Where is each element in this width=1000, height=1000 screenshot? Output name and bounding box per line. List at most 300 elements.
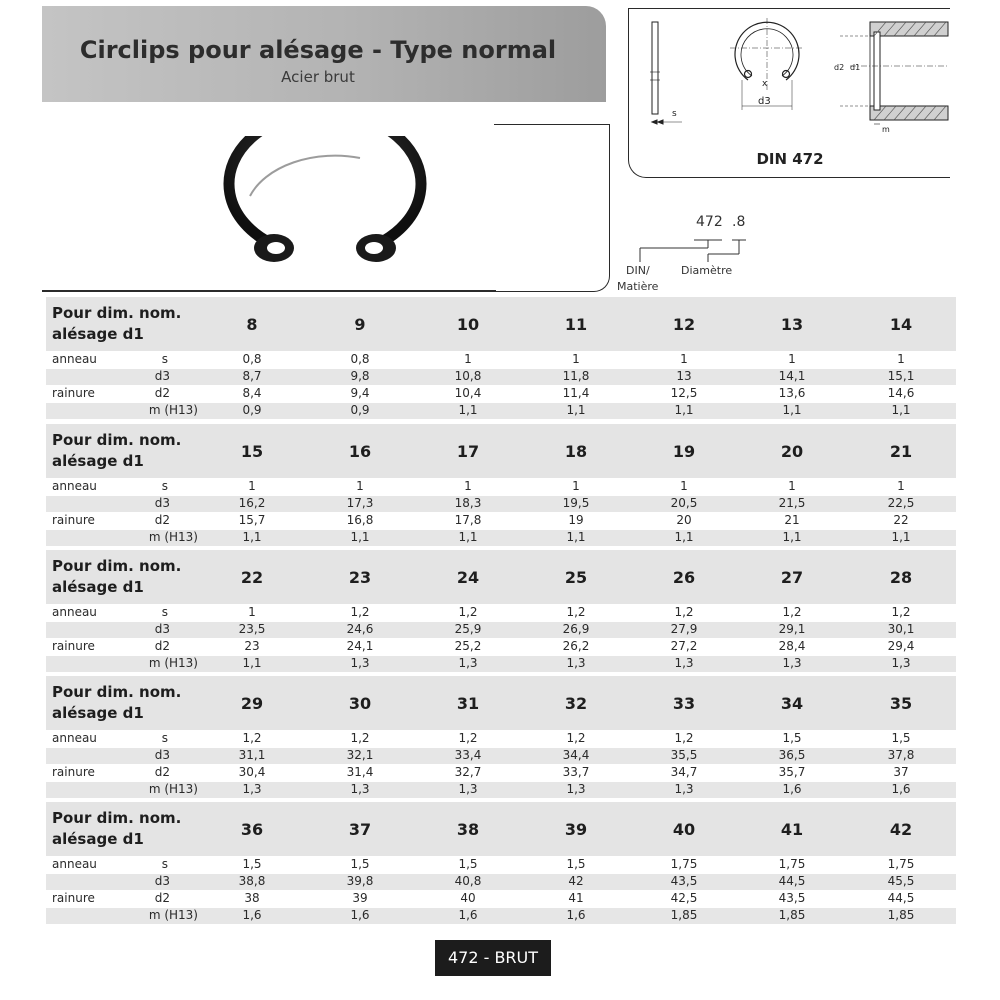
table-cell: 24,1 [306, 638, 414, 655]
row-symbol [110, 764, 198, 781]
header-label-line1: Pour dim. nom. [52, 304, 182, 322]
label-s: s [672, 109, 677, 119]
row-symbol-text: m (H13) [148, 656, 198, 670]
header-label [46, 424, 198, 478]
row-category: rainure [46, 385, 110, 402]
table-cell: 30,1 [846, 621, 956, 638]
nominal-diameter: 28 [846, 550, 956, 604]
table-cell: 29,4 [846, 638, 956, 655]
table-cell: 1,3 [738, 655, 846, 672]
nominal-diameter: 17 [414, 424, 522, 478]
technical-drawing [630, 10, 950, 140]
table-cell: 1,1 [630, 402, 738, 419]
circlip-photo [210, 136, 440, 286]
table-cell: 42,5 [630, 890, 738, 907]
nominal-diameter: 32 [522, 676, 630, 730]
row-symbol [110, 638, 198, 655]
table-cell: 25,9 [414, 621, 522, 638]
table-cell: 44,5 [846, 890, 956, 907]
dimension-table [46, 676, 956, 799]
table-cell: 1 [846, 351, 956, 368]
table-row-d2 [46, 385, 956, 402]
row-symbol [110, 621, 198, 638]
table-cell: 23,5 [198, 621, 306, 638]
table-cell: 26,9 [522, 621, 630, 638]
table-cell: 1,6 [198, 907, 306, 924]
table-cell: 8,7 [198, 368, 306, 385]
table-cell: 1,6 [522, 907, 630, 924]
table-header-row [46, 550, 956, 604]
row-category [46, 873, 110, 890]
row-category: rainure [46, 764, 110, 781]
row-symbol-text: d3 [154, 496, 170, 510]
table-cell: 1,1 [414, 529, 522, 546]
table-cell: 22,5 [846, 495, 956, 512]
nominal-diameter: 42 [846, 802, 956, 856]
table-cell: 28,4 [738, 638, 846, 655]
row-symbol [110, 604, 198, 621]
row-category [46, 495, 110, 512]
nominal-diameter: 9 [306, 297, 414, 351]
table-cell: 9,8 [306, 368, 414, 385]
groove-hatch [874, 22, 946, 120]
header-label-line2: alésage d1 [52, 578, 144, 596]
table-cell: 19,5 [522, 495, 630, 512]
table-header-row [46, 802, 956, 856]
nominal-diameter: 37 [306, 802, 414, 856]
table-cell: 1,1 [522, 402, 630, 419]
nominal-diameter: 39 [522, 802, 630, 856]
row-category: anneau [46, 604, 110, 621]
table-cell: 15,1 [846, 368, 956, 385]
table-cell: 18,3 [414, 495, 522, 512]
header-label-line1: Pour dim. nom. [52, 557, 182, 575]
table-cell: 25,2 [414, 638, 522, 655]
nominal-diameter: 15 [198, 424, 306, 478]
table-header-row [46, 297, 956, 351]
table-cell: 27,2 [630, 638, 738, 655]
row-symbol [110, 730, 198, 747]
table-cell: 1,1 [414, 402, 522, 419]
label-d1: d1 [850, 63, 861, 72]
table-row-s [46, 478, 956, 495]
row-category [46, 907, 110, 924]
designation-code: 472 [696, 214, 723, 230]
row-category [46, 781, 110, 798]
nominal-diameter: 20 [738, 424, 846, 478]
nominal-diameter: 27 [738, 550, 846, 604]
row-symbol [110, 478, 198, 495]
table-cell: 1,2 [630, 604, 738, 621]
footer-tag: 472 - BRUT [435, 940, 551, 976]
header-label-line2: alésage d1 [52, 830, 144, 848]
table-cell: 35,7 [738, 764, 846, 781]
table-cell: 1,85 [630, 907, 738, 924]
table-cell: 24,6 [306, 621, 414, 638]
header-label-line1: Pour dim. nom. [52, 431, 182, 449]
table-row-d2 [46, 890, 956, 907]
nominal-diameter: 31 [414, 676, 522, 730]
table-cell: 8,4 [198, 385, 306, 402]
table-cell: 1,1 [738, 529, 846, 546]
table-row-d3 [46, 368, 956, 385]
nominal-diameter: 8 [198, 297, 306, 351]
table-cell: 1,2 [414, 604, 522, 621]
title-banner [42, 6, 606, 102]
row-symbol-text: s [161, 856, 168, 871]
table-cell: 31,4 [306, 764, 414, 781]
page-subtitle: Acier brut [281, 68, 355, 86]
nominal-diameter: 14 [846, 297, 956, 351]
table-cell: 45,5 [846, 873, 956, 890]
table-cell: 1 [846, 478, 956, 495]
table-cell: 30,4 [198, 764, 306, 781]
row-category: rainure [46, 638, 110, 655]
table-cell: 11,4 [522, 385, 630, 402]
designation-din-label: DIN/ [626, 264, 650, 277]
label-x: x [762, 79, 768, 89]
row-symbol-text: m (H13) [148, 530, 198, 544]
din-standard-label: DIN 472 [756, 150, 824, 168]
table-cell: 37 [846, 764, 956, 781]
row-symbol-text: s [161, 351, 168, 366]
table-cell: 29,1 [738, 621, 846, 638]
label-d3: d3 [758, 96, 771, 107]
table-row-m [46, 781, 956, 798]
table-cell: 31,1 [198, 747, 306, 764]
photo-frame-bottom [42, 290, 496, 292]
table-cell: 1,3 [630, 781, 738, 798]
nominal-diameter: 34 [738, 676, 846, 730]
table-cell: 10,8 [414, 368, 522, 385]
header-label-line1: Pour dim. nom. [52, 683, 182, 701]
table-cell: 1 [522, 351, 630, 368]
table-cell: 23 [198, 638, 306, 655]
table-cell: 1,2 [306, 730, 414, 747]
table-row-d3 [46, 495, 956, 512]
table-cell: 34,7 [630, 764, 738, 781]
row-symbol-text: m (H13) [148, 782, 198, 796]
table-cell: 9,4 [306, 385, 414, 402]
row-category [46, 368, 110, 385]
row-symbol-text: d3 [154, 874, 170, 888]
table-cell: 36,5 [738, 747, 846, 764]
dimension-table [46, 424, 956, 547]
table-cell: 39,8 [306, 873, 414, 890]
table-cell: 1,1 [738, 402, 846, 419]
header-label [46, 802, 198, 856]
row-category: anneau [46, 478, 110, 495]
table-cell: 26,2 [522, 638, 630, 655]
row-symbol-text: d2 [154, 386, 170, 400]
table-cell: 16,2 [198, 495, 306, 512]
table-cell: 1,5 [522, 856, 630, 873]
nominal-diameter: 41 [738, 802, 846, 856]
photo-frame [494, 124, 610, 292]
table-cell: 12,5 [630, 385, 738, 402]
table-cell: 1,3 [522, 781, 630, 798]
row-symbol-text: s [161, 478, 168, 493]
row-symbol [110, 781, 198, 798]
row-symbol-text: d2 [154, 765, 170, 779]
designation-matiere-label: Matière [617, 280, 659, 293]
table-cell: 34,4 [522, 747, 630, 764]
row-symbol-text: m (H13) [148, 908, 198, 922]
nominal-diameter: 18 [522, 424, 630, 478]
table-cell: 1,3 [414, 781, 522, 798]
table-cell: 1 [522, 478, 630, 495]
table-cell: 1,6 [738, 781, 846, 798]
table-cell: 20 [630, 512, 738, 529]
row-category [46, 747, 110, 764]
table-row-m [46, 907, 956, 924]
table-cell: 0,8 [306, 351, 414, 368]
table-row-d3 [46, 747, 956, 764]
table-cell: 16,8 [306, 512, 414, 529]
header-label-line2: alésage d1 [52, 452, 144, 470]
table-row-d3 [46, 873, 956, 890]
header-label-line2: alésage d1 [52, 325, 144, 343]
table-cell: 0,9 [198, 402, 306, 419]
row-symbol-text: d2 [154, 639, 170, 653]
label-d2: d2 [834, 63, 845, 72]
table-cell: 1,1 [846, 402, 956, 419]
header-label [46, 676, 198, 730]
table-row-s [46, 730, 956, 747]
table-cell: 21 [738, 512, 846, 529]
label-m: m [882, 125, 890, 134]
table-header-row [46, 424, 956, 478]
table-cell: 1,2 [198, 730, 306, 747]
row-symbol [110, 385, 198, 402]
designation-suffix: .8 [732, 214, 746, 230]
table-cell: 17,8 [414, 512, 522, 529]
table-cell: 14,6 [846, 385, 956, 402]
row-symbol [110, 890, 198, 907]
table-cell: 1,5 [306, 856, 414, 873]
row-symbol [110, 512, 198, 529]
row-symbol [110, 351, 198, 368]
table-cell: 1,2 [414, 730, 522, 747]
table-cell: 32,7 [414, 764, 522, 781]
table-cell: 0,8 [198, 351, 306, 368]
table-header-row [46, 676, 956, 730]
table-cell: 1 [414, 351, 522, 368]
table-cell: 10,4 [414, 385, 522, 402]
table-cell: 1,3 [306, 781, 414, 798]
table-cell: 1,3 [306, 655, 414, 672]
row-symbol [110, 368, 198, 385]
table-cell: 1,2 [522, 604, 630, 621]
nominal-diameter: 25 [522, 550, 630, 604]
nominal-diameter: 29 [198, 676, 306, 730]
table-cell: 1,5 [738, 730, 846, 747]
table-cell: 1,85 [846, 907, 956, 924]
nominal-diameter: 24 [414, 550, 522, 604]
table-cell: 1,5 [198, 856, 306, 873]
nominal-diameter: 11 [522, 297, 630, 351]
row-category [46, 402, 110, 419]
row-category: anneau [46, 856, 110, 873]
row-symbol [110, 655, 198, 672]
row-symbol-text: s [161, 604, 168, 619]
table-cell: 22 [846, 512, 956, 529]
row-symbol-text: d3 [154, 748, 170, 762]
row-category: anneau [46, 730, 110, 747]
row-symbol-text: d3 [154, 369, 170, 383]
table-row-d2 [46, 638, 956, 655]
table-cell: 1 [630, 478, 738, 495]
table-row-m [46, 402, 956, 419]
table-cell: 27,9 [630, 621, 738, 638]
table-cell: 21,5 [738, 495, 846, 512]
row-symbol [110, 747, 198, 764]
table-cell: 1 [738, 478, 846, 495]
table-cell: 14,1 [738, 368, 846, 385]
table-cell: 42 [522, 873, 630, 890]
nominal-diameter: 10 [414, 297, 522, 351]
table-cell: 13,6 [738, 385, 846, 402]
table-row-d3 [46, 621, 956, 638]
nominal-diameter: 30 [306, 676, 414, 730]
table-cell: 44,5 [738, 873, 846, 890]
table-cell: 1,85 [738, 907, 846, 924]
table-cell: 1 [198, 604, 306, 621]
table-cell: 43,5 [630, 873, 738, 890]
table-cell: 1,6 [306, 907, 414, 924]
table-row-m [46, 529, 956, 546]
table-cell: 1,2 [630, 730, 738, 747]
page-title: Circlips pour alésage - Type normal [79, 36, 557, 64]
row-category: rainure [46, 512, 110, 529]
table-cell: 40 [414, 890, 522, 907]
nominal-diameter: 19 [630, 424, 738, 478]
table-cell: 32,1 [306, 747, 414, 764]
table-cell: 1,75 [738, 856, 846, 873]
table-row-s [46, 856, 956, 873]
nominal-diameter: 36 [198, 802, 306, 856]
table-row-d2 [46, 512, 956, 529]
row-symbol-text: d2 [154, 891, 170, 905]
table-cell: 33,7 [522, 764, 630, 781]
table-cell: 20,5 [630, 495, 738, 512]
table-cell: 1,6 [414, 907, 522, 924]
table-cell: 1,2 [738, 604, 846, 621]
nominal-diameter: 35 [846, 676, 956, 730]
table-cell: 1,2 [522, 730, 630, 747]
table-cell: 1,2 [306, 604, 414, 621]
table-cell: 41 [522, 890, 630, 907]
side-view [650, 22, 682, 124]
table-cell: 39 [306, 890, 414, 907]
row-symbol [110, 873, 198, 890]
nominal-diameter: 40 [630, 802, 738, 856]
nominal-diameter: 33 [630, 676, 738, 730]
table-cell: 38,8 [198, 873, 306, 890]
nominal-diameter: 16 [306, 424, 414, 478]
row-symbol [110, 907, 198, 924]
designation-diametre-label: Diamètre [681, 264, 733, 277]
nominal-diameter: 26 [630, 550, 738, 604]
dimension-table [46, 550, 956, 673]
row-symbol [110, 495, 198, 512]
nominal-diameter: 21 [846, 424, 956, 478]
table-cell: 1,2 [846, 604, 956, 621]
table-cell: 33,4 [414, 747, 522, 764]
table-cell: 1,1 [198, 655, 306, 672]
table-cell: 1 [738, 351, 846, 368]
row-symbol [110, 402, 198, 419]
table-cell: 1,3 [630, 655, 738, 672]
table-cell: 1,1 [198, 529, 306, 546]
table-cell: 35,5 [630, 747, 738, 764]
nominal-diameter: 38 [414, 802, 522, 856]
table-cell: 1 [414, 478, 522, 495]
table-cell: 1 [198, 478, 306, 495]
table-cell: 1,1 [630, 529, 738, 546]
nominal-diameter: 22 [198, 550, 306, 604]
table-cell: 19 [522, 512, 630, 529]
row-symbol-text: d3 [154, 622, 170, 636]
table-cell: 15,7 [198, 512, 306, 529]
table-cell: 43,5 [738, 890, 846, 907]
header-label [46, 297, 198, 351]
header-label-line1: Pour dim. nom. [52, 809, 182, 827]
table-cell: 1,75 [846, 856, 956, 873]
table-cell: 1 [630, 351, 738, 368]
row-category [46, 529, 110, 546]
table-cell: 1 [306, 478, 414, 495]
table-cell: 1,6 [846, 781, 956, 798]
table-cell: 1,5 [414, 856, 522, 873]
header-label-line2: alésage d1 [52, 704, 144, 722]
table-cell: 1,3 [198, 781, 306, 798]
row-symbol [110, 529, 198, 546]
table-cell: 1,3 [414, 655, 522, 672]
table-cell: 1,1 [846, 529, 956, 546]
table-cell: 1,3 [846, 655, 956, 672]
table-cell: 38 [198, 890, 306, 907]
row-symbol [110, 856, 198, 873]
row-category: rainure [46, 890, 110, 907]
nominal-diameter: 23 [306, 550, 414, 604]
header-label [46, 550, 198, 604]
table-row-s [46, 604, 956, 621]
nominal-diameter: 13 [738, 297, 846, 351]
table-row-s [46, 351, 956, 368]
table-cell: 1,3 [522, 655, 630, 672]
table-cell: 17,3 [306, 495, 414, 512]
table-cell: 1,5 [846, 730, 956, 747]
table-cell: 1,1 [522, 529, 630, 546]
nominal-diameter: 12 [630, 297, 738, 351]
row-category [46, 621, 110, 638]
table-cell: 13 [630, 368, 738, 385]
table-row-m [46, 655, 956, 672]
table-row-d2 [46, 764, 956, 781]
row-symbol-text: m (H13) [148, 403, 198, 417]
row-category [46, 655, 110, 672]
table-cell: 40,8 [414, 873, 522, 890]
dimension-table [46, 802, 956, 925]
row-symbol-text: s [161, 730, 168, 745]
table-cell: 0,9 [306, 402, 414, 419]
table-cell: 37,8 [846, 747, 956, 764]
table-cell: 1,75 [630, 856, 738, 873]
dimension-table [46, 297, 956, 420]
row-symbol-text: d2 [154, 513, 170, 527]
table-cell: 1,1 [306, 529, 414, 546]
